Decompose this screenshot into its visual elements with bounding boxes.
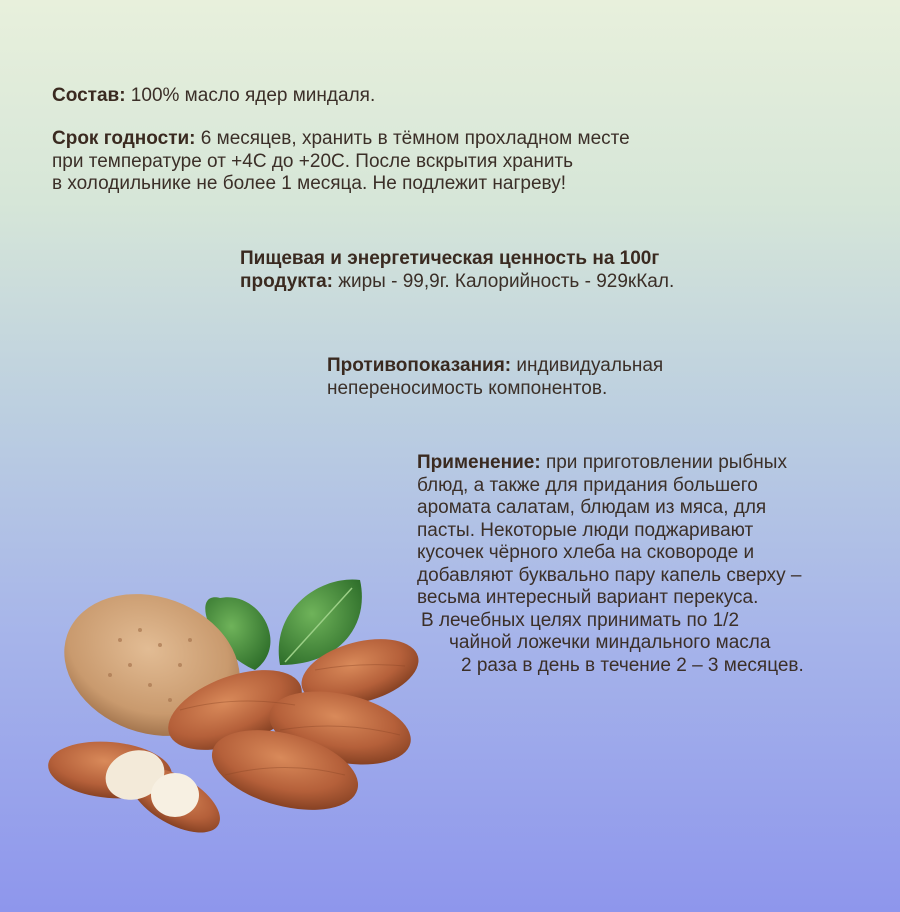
usage-text-2: блюд, а также для придания большего	[417, 474, 758, 496]
nutrition-text: жиры - 99,9г. Калорийность - 929кКал.	[333, 270, 675, 292]
usage-text-5: кусочек чёрного хлеба на сковороде и	[417, 542, 755, 563]
nutrition-label-2: продукта:	[240, 270, 334, 292]
usage-text-1: при приготовлении рыбных	[540, 452, 787, 473]
shelf-life-text-3: в холодильнике не более 1 месяца. Не подлежит нагреву!	[52, 173, 566, 194]
usage-label: Применение:	[417, 452, 541, 473]
composition-text: 100% масло ядер миндаля.	[125, 85, 376, 106]
usage-section	[417, 452, 804, 677]
shelf-life-text-2: при температуре от +4С до +20С. После вскрытия хранить	[52, 150, 574, 172]
contraindications-text-2: непереносимость компонентов.	[327, 377, 608, 399]
usage-text-6: добавляют буквально пару капель сверху –	[417, 564, 802, 586]
shelf-life-text-1: 6 месяцев, хранить в тёмном прохладном месте	[195, 128, 630, 149]
shelf-life-section	[52, 128, 630, 196]
nutrition-section	[240, 248, 674, 293]
usage-text-7: весьма интересный вариант перекуса.	[417, 587, 759, 608]
contraindications-label: Противопоказания:	[327, 355, 512, 376]
contraindications-text-1: индивидуальная	[511, 355, 664, 376]
shelf-life-label: Срок годности:	[52, 128, 196, 149]
almonds-with-leaves-icon	[40, 570, 440, 840]
usage-text-10: 2 раза в день в течение 2 – 3 месяцев.	[461, 654, 804, 676]
composition-section	[52, 85, 375, 108]
usage-text-8: В лечебных целях принимать по 1/2	[421, 609, 740, 631]
usage-text-4: пасты. Некоторые люди поджаривают	[417, 519, 754, 541]
nutrition-label-1: Пищевая и энергетическая ценность на 100г	[240, 248, 660, 269]
usage-text-9: чайной ложечки миндального масла	[449, 632, 771, 653]
composition-label: Состав:	[52, 85, 126, 106]
usage-text-3: аромата салатам, блюдам из мяса, для	[417, 497, 767, 518]
contraindications-section	[327, 355, 663, 400]
